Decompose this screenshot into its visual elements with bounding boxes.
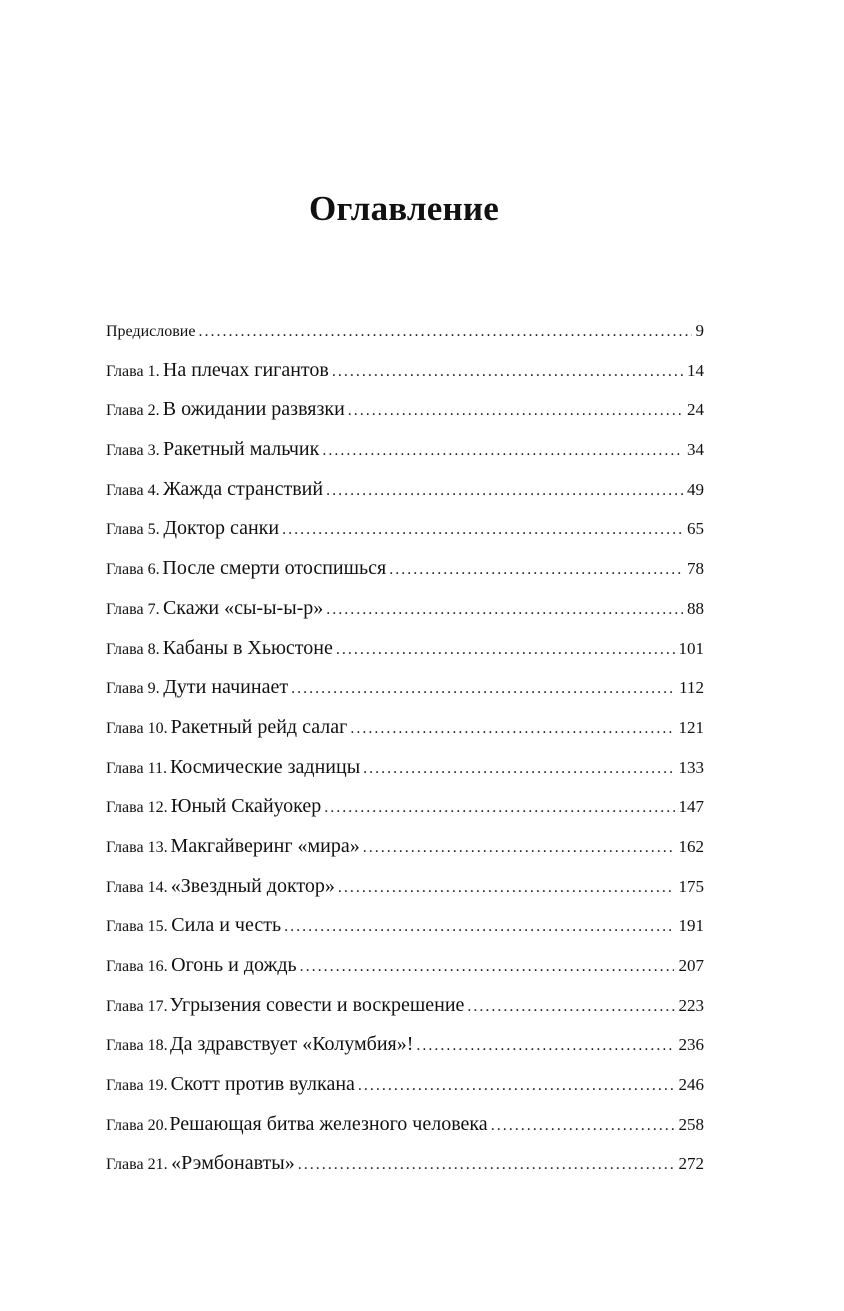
toc-chapter-title: Макгайверинг «мира» <box>170 834 360 857</box>
toc-chapter-number: Глава 7. <box>106 600 160 618</box>
toc-entry <box>106 946 704 986</box>
toc-chapter-number: Глава 9. <box>106 680 160 698</box>
toc-chapter-title: Ракетный мальчик <box>163 438 320 461</box>
toc-dot-leader <box>348 391 683 431</box>
toc-chapter-title: «Рэмбонавты» <box>171 1152 295 1175</box>
toc-dot-leader <box>291 669 675 709</box>
toc-chapter-title: Юный Скайуокер <box>170 795 322 818</box>
toc-page-number: 207 <box>678 956 704 975</box>
toc-entry <box>106 351 704 391</box>
toc-dot-leader <box>326 590 683 630</box>
toc-chapter-number: Глава 4. <box>106 481 160 499</box>
toc-page-number: 162 <box>678 836 704 856</box>
toc-page-number: 175 <box>678 876 704 896</box>
toc-entry <box>106 708 704 748</box>
toc-entry <box>106 589 704 629</box>
toc-entry <box>106 470 704 510</box>
toc-chapter-number: Глава 5. <box>106 521 160 539</box>
toc-dot-leader <box>300 947 675 987</box>
toc-chapter-title: Предисловие <box>106 323 196 340</box>
toc-chapter-title: Сила и честь <box>171 914 282 937</box>
toc-chapter-number: Глава 15. <box>106 918 168 936</box>
toc-page-number: 133 <box>678 757 704 777</box>
toc-chapter-number: Глава 10. <box>106 719 168 737</box>
toc-chapter-title: Скажи «сы-ы-ы-р» <box>162 596 324 619</box>
toc-entry <box>106 986 704 1026</box>
toc-chapter-title: Угрызения совести и воскрешение <box>169 993 465 1016</box>
toc-chapter-number: Глава 19. <box>106 1077 168 1095</box>
toc-chapter-title: После смерти отоспишься <box>162 557 387 580</box>
toc-entry <box>106 748 704 788</box>
toc-chapter-title: Космические задницы <box>169 755 361 778</box>
table-of-contents <box>106 311 704 1184</box>
toc-dot-leader <box>326 471 683 511</box>
toc-page-number: 88 <box>687 598 704 618</box>
toc-page-number: 14 <box>687 360 704 380</box>
toc-entry <box>106 549 704 589</box>
toc-dot-leader <box>324 788 674 828</box>
toc-page-number: 78 <box>687 559 704 579</box>
toc-chapter-number: Глава 2. <box>106 402 160 420</box>
toc-dot-leader <box>389 550 683 590</box>
toc-dot-leader <box>363 828 675 868</box>
toc-chapter-title: Огонь и дождь <box>171 954 297 976</box>
toc-entry <box>106 1025 704 1065</box>
toc-dot-leader <box>350 709 674 749</box>
toc-page-number: 121 <box>678 717 704 737</box>
toc-entry <box>106 827 704 867</box>
toc-chapter-number: Глава 6. <box>106 561 160 579</box>
toc-chapter-title: Жажда странствий <box>162 477 324 500</box>
toc-page-number: 9 <box>695 321 704 340</box>
toc-chapter-title: Кабаны в Хьюстоне <box>162 636 333 659</box>
toc-page-number: 236 <box>678 1035 704 1055</box>
toc-entry <box>106 430 704 470</box>
toc-chapter-title: Доктор санки <box>163 517 280 540</box>
toc-chapter-number: Глава 3. <box>106 442 160 460</box>
toc-page-number: 147 <box>678 797 704 817</box>
toc-entry <box>106 1105 704 1145</box>
toc-dot-leader <box>363 749 674 789</box>
toc-entry <box>106 867 704 907</box>
toc-entry <box>106 390 704 430</box>
toc-page-number: 101 <box>678 638 704 658</box>
toc-page-number: 246 <box>678 1075 704 1095</box>
toc-chapter-title: Ракетный рейд салаг <box>170 715 348 738</box>
toc-chapter-title: Решающая битва железного человека <box>169 1112 488 1135</box>
toc-chapter-number: Глава 13. <box>106 838 168 856</box>
toc-dot-leader <box>198 312 691 352</box>
toc-page-number: 272 <box>678 1154 704 1174</box>
toc-page-number: 191 <box>678 916 704 936</box>
toc-page-number: 223 <box>678 995 704 1015</box>
toc-dot-leader <box>338 868 675 908</box>
toc-entry <box>106 311 704 351</box>
toc-chapter-number: Глава 21. <box>106 1156 168 1174</box>
toc-chapter-title: «Звездный доктор» <box>170 874 335 897</box>
toc-dot-leader <box>322 431 683 471</box>
toc-entry <box>106 787 704 827</box>
toc-chapter-title: В ожидании развязки <box>162 398 345 421</box>
toc-page-number: 65 <box>687 519 704 539</box>
toc-dot-leader <box>358 1066 675 1106</box>
toc-dot-leader <box>284 907 674 947</box>
toc-chapter-number: Глава 11. <box>106 759 167 777</box>
toc-dot-leader <box>336 630 675 670</box>
toc-dot-leader <box>467 987 674 1027</box>
toc-dot-leader <box>332 352 683 392</box>
toc-chapter-title: Дути начинает <box>163 676 289 699</box>
toc-entry <box>106 668 704 708</box>
toc-chapter-number: Глава 1. <box>106 362 160 380</box>
toc-dot-leader <box>298 1145 675 1185</box>
toc-chapter-number: Глава 14. <box>106 878 168 896</box>
toc-chapter-number: Глава 20. <box>106 1116 168 1134</box>
toc-page-number: 24 <box>687 400 704 420</box>
toc-page-number: 34 <box>687 440 704 460</box>
toc-dot-leader <box>282 510 683 550</box>
toc-entry <box>106 906 704 946</box>
toc-chapter-title: Да здравствует «Колумбия»! <box>170 1033 414 1056</box>
toc-dot-leader <box>491 1106 675 1146</box>
toc-chapter-number: Глава 17. <box>106 997 168 1015</box>
toc-page-number: 49 <box>687 479 704 499</box>
page-title: Оглавление <box>309 189 499 229</box>
toc-dot-leader <box>416 1026 674 1066</box>
toc-entry <box>106 629 704 669</box>
toc-chapter-number: Глава 8. <box>106 640 160 658</box>
toc-chapter-number: Глава 12. <box>106 799 168 817</box>
toc-entry <box>106 1144 704 1184</box>
toc-entry <box>106 1065 704 1105</box>
toc-chapter-title: Скотт против вулкана <box>170 1073 355 1096</box>
toc-chapter-title: На плечах гигантов <box>162 358 329 381</box>
toc-page-number: 112 <box>679 678 704 698</box>
toc-entry <box>106 509 704 549</box>
toc-chapter-number: Глава 18. <box>106 1037 168 1055</box>
toc-page-number: 258 <box>678 1114 704 1134</box>
toc-chapter-number: Глава 16. <box>106 958 168 975</box>
